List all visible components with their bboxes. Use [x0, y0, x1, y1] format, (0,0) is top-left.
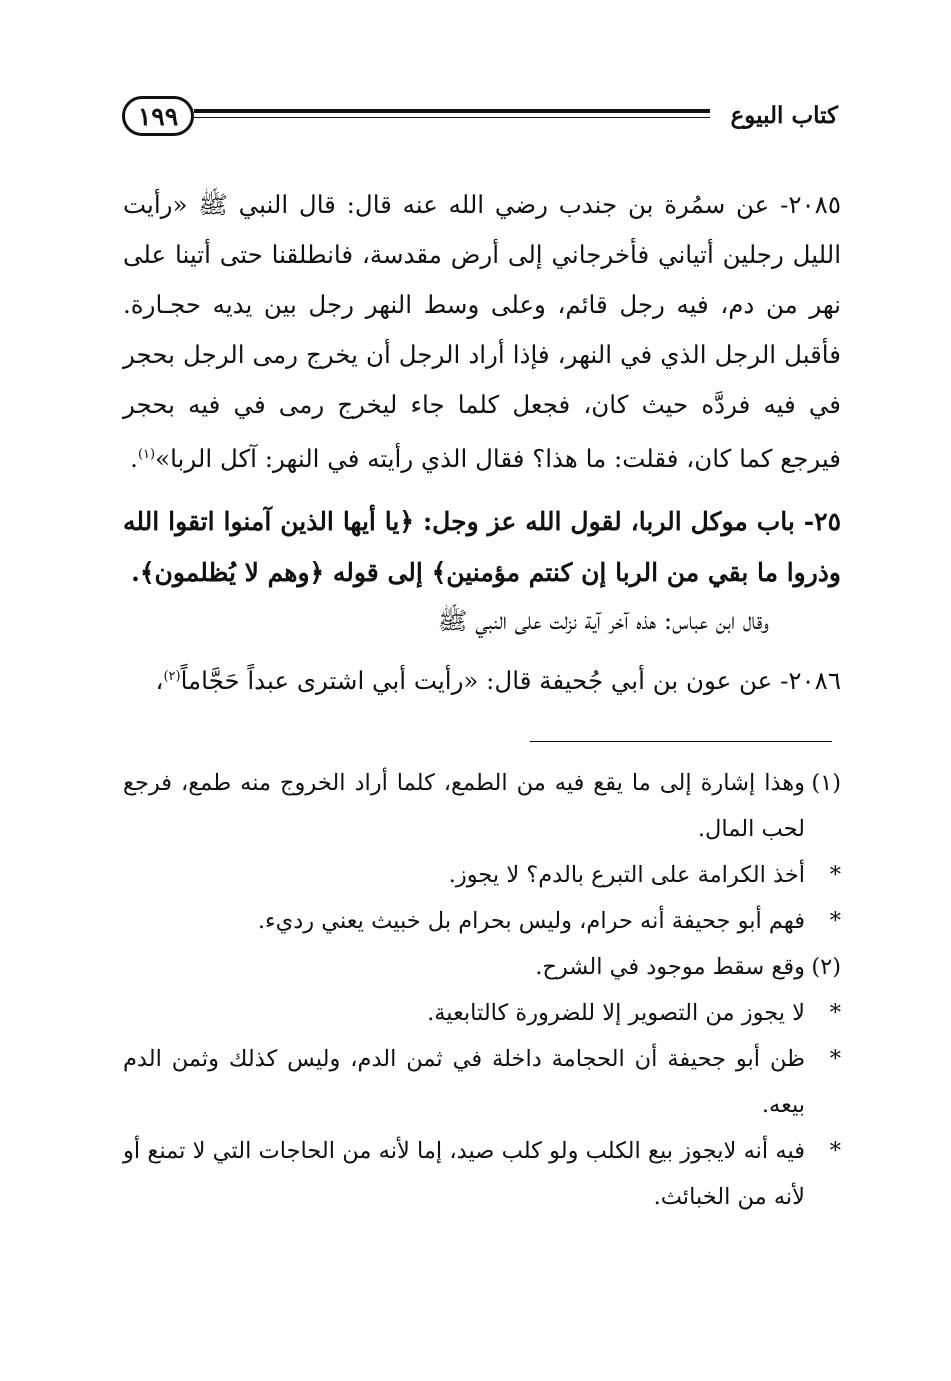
- hadith-2086: [123, 652, 841, 706]
- asterisk-marker: *: [829, 908, 841, 934]
- footnote-2: [123, 944, 841, 990]
- footnote-text: وقع سقط موجود في الشرح.: [535, 954, 805, 980]
- footnote-note: [123, 990, 841, 1036]
- hadith-2085: [123, 180, 841, 484]
- footnote-1: [123, 760, 841, 852]
- asterisk-marker: *: [829, 1000, 841, 1026]
- footnote-ref-2[interactable]: (٢): [163, 669, 181, 685]
- main-text: [123, 180, 841, 706]
- footnote-text: ظن أبو جحيفة أن الحجامة داخلة في ثمن الدم، وليس كذلك وثمن الدم بيعه.: [123, 1046, 805, 1118]
- page-number: ١٩٩: [137, 101, 179, 131]
- hadith-2085-tail: .: [130, 444, 138, 474]
- header-rule-thick: [194, 109, 710, 113]
- footnote-note: [123, 1036, 841, 1128]
- chapter-heading: ٢٥- باب موكل الربا، لقول الله عز وجل: ﴿يا أيها الذين آمنوا اتقوا الله وذروا ما بقي من الربا إن كنتم مؤمنين﴾ إلى قوله ﴿وهم لا يُظلمون﴾.: [123, 507, 841, 588]
- ibn-abbas-statement: وقال ابن عباس: هذه آخر آية نزلت على النبي ﷺ: [437, 606, 769, 636]
- page-number-badge: [122, 96, 194, 136]
- asterisk-marker: *: [829, 1046, 841, 1072]
- footnote-text: وهذا إشارة إلى ما يقع فيه من الطمع، كلما أراد الخروج منه طمع، فرجع لحب المال.: [123, 770, 805, 842]
- footnote-text: لا يجوز من التصوير إلا للضرورة كالتابعية.: [427, 1000, 805, 1026]
- footnotes: [123, 760, 841, 1220]
- hadith-2085-text: ٢٠٨٥- عن سمُرة بن جندب رضي الله عنه قال: قال النبي ﷺ «رأيت الليل رجلين أتياني فأخرجاني إلى أرض مقدسة، فانطلقنا حتى أتينا على نهر من دم، فيه رجل قائم، وعلى وسط النهر رجل بين يديه حجـارة. فأقبل الرجل الذي في النهر، فإذا أراد الرجل أن يخرج رمى الرجل بحجر في فيه فردَّه حيث كان، فجعل كلما جاء ليخرج رمى في فيه بحجر فيرجع كما كان، فقلت: ما هذا؟ فقال الذي رأيته في النهر: آكل الربا»: [123, 190, 841, 474]
- page-header: [118, 96, 838, 146]
- hadith-2086-text: ٢٠٨٦- عن عون بن أبي جُحيفة قال: «رأيت أبي اشترى عبداً حَجَّاماً: [180, 666, 841, 696]
- footnote-note: [123, 1128, 841, 1220]
- footnote-text: فهم أبو جحيفة أنه حرام، وليس بحرام بل خبيث يعني رديء.: [257, 908, 805, 934]
- footnote-separator: [530, 741, 832, 742]
- header-rule-thin: [194, 117, 710, 118]
- footnote-note: [123, 898, 841, 944]
- footnote-marker: (٢): [811, 954, 841, 980]
- hadith-2086-tail: ،: [155, 666, 164, 696]
- asterisk-marker: *: [829, 862, 841, 888]
- footnote-text: فيه أنه لايجوز بيع الكلب ولو كلب صيد، إما لأنه من الحاجات التي لا تمنع أو لأنه من الخبائث.: [123, 1138, 805, 1210]
- asterisk-marker: *: [829, 1138, 841, 1164]
- footnote-note: [123, 852, 841, 898]
- footnote-ref-1[interactable]: (١): [137, 447, 156, 462]
- book-title: كتاب البيوع: [730, 102, 838, 129]
- footnote-text: أخذ الكرامة على التبرع بالدم؟ لا يجوز.: [448, 862, 805, 888]
- footnote-marker: (١): [811, 770, 841, 796]
